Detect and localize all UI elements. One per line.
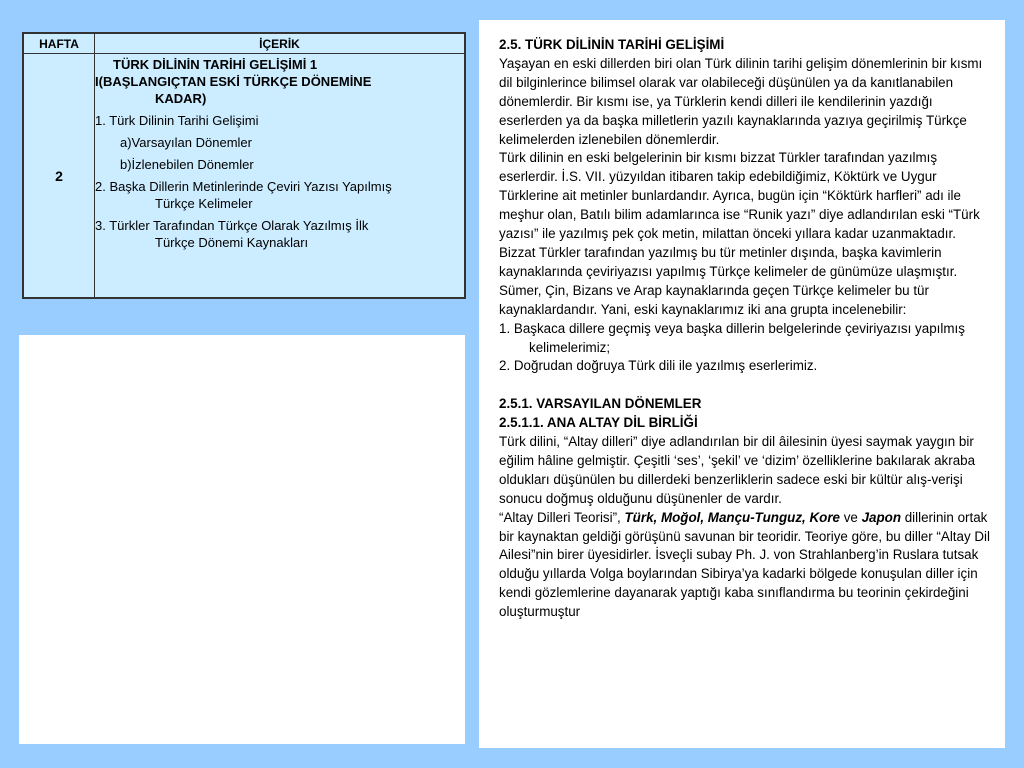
para4-start: “Altay Dilleri Teorisi”, — [499, 509, 625, 525]
content-item-1: 1. Türk Dilinin Tarihi Gelişimi — [95, 113, 259, 128]
article-list-item-2: 2. Doğrudan doğruya Türk dili ile yazılmış eserlerimiz. — [499, 358, 818, 374]
table-row — [24, 54, 465, 298]
content-item-3a: 3. Türkler Tarafından Türkçe Olarak Yazılmış İlk — [95, 218, 369, 233]
article-paragraph-1: Yaşayan en eski dillerden biri olan Türk dilinin tarihi gelişim dönemlerinin bir kısmı dil bilginlerince bilimsel olarak var olabileceği düşünülen ya da kanıtlanabilen dönemlerdir. Bir kısmı ise, ya Türklerin kendi dilleri ile kendilerinin yazdığı eserlerden ya da başka milletlerin yazılı kaynaklarında yazıya geçirilmiş Türkçe kelimelerden izlenebilen dönemlerdir. — [499, 55, 983, 147]
content-item-3 — [95, 217, 464, 251]
article-subheading-1: 2.5.1. VARSAYILAN DÖNEMLER — [499, 396, 702, 412]
syllabus-table — [22, 32, 466, 299]
content-item-3b: Türkçe Dönemi Kaynakları — [155, 235, 309, 250]
week-number: 2 — [24, 54, 95, 298]
content-item-2a: 2. Başka Dillerin Metinlerinde Çeviri Yazısı Yapılmış — [95, 179, 392, 194]
article-panel — [479, 20, 1005, 748]
content-title-2a: I(BAŞLANGIÇTAN ESKİ TÜRKÇE DÖNEMİNE — [95, 74, 372, 89]
content-title-1: TÜRK DİLİNİN TARİHİ GELİŞİMİ 1 — [113, 57, 318, 72]
content-cell — [95, 54, 465, 298]
syllabus-grid — [23, 33, 465, 298]
content-title-2 — [95, 73, 464, 107]
content-item-2 — [95, 178, 464, 212]
article-subheading-2: 2.5.1.1. ANA ALTAY DİL BİRLİĞİ — [499, 415, 698, 431]
content-column-header: İÇERİK — [95, 34, 465, 54]
blank-panel — [19, 335, 465, 744]
para4-languages: Türk, Moğol, Mançu-Tunguz, Kore — [624, 509, 840, 525]
content-title-2b: KADAR) — [155, 91, 207, 106]
article-paragraph-2: Türk dilinin en eski belgelerinin bir kısmı bizzat Türkler tarafından yazılmış eserlerdir. İ.S. VII. yüzyıldan itibaren takip edebildiğimiz, Köktürk ve Uygur Türklerine ait metinler bunlardandır. Ayrıca, bugün için “Köktürk harfleri” adı ile meşhur olan, Batılı bilim adamlarınca ise “Runik yazı” diye adlandırılan eski “Türk yazısı” ile yazılmış pek çok metin, milattan önceki yıllara kadar uzanmaktadır. Bizzat Türkler tarafından yazılmış bu tür metinler dışında, başka kavimlerin kaynaklarında çeviriyazısı yapılmış Türkçe kelimeler de günümüze ulaşmıştır. Sümer, Çin, Bizans ve Arap kaynaklarında geçen Türkçe kelimeler bu tür kaynaklardandır. Yani, eski kaynaklarımız iki ana grupta incelenebilir: — [499, 150, 980, 317]
table-header-row — [24, 34, 465, 54]
para4-japanese: Japon — [861, 509, 902, 525]
article-paragraph-3: Türk dilini, “Altay dilleri” diye adlandırılan bir dil âilesinin üyesi saymak yaygın bir eğilim hâline gelmiştir. Çeşitli ‘ses’, ‘şekil’ ve ‘dizim’ özelliklerine bakılarak akraba oldukları düşünülen bu dillerdeki benzerliklerin sadece eski bir kültür alış-verişi sonucu doğmuş olduğunu düşünenler de vardır. — [499, 434, 976, 506]
content-sub-a: a)Varsayılan Dönemler — [120, 135, 252, 150]
article-paragraph-4 — [499, 509, 991, 622]
paragraph-gap — [499, 376, 991, 395]
content-sub-b: b)İzlenebilen Dönemler — [120, 157, 254, 172]
article-list-item-1: 1. Başkaca dillere geçmiş veya başka dillerin belgelerinde çeviriyazısı yapılmış kelimelerimiz; — [499, 320, 965, 355]
para4-conjunction: ve — [839, 509, 862, 525]
article-heading: 2.5. TÜRK DİLİNİN TARİHİ GELİŞİMİ — [499, 37, 725, 52]
content-item-2b: Türkçe Kelimeler — [155, 196, 253, 211]
para4-end: dillerinin ortak bir kaynaktan geldiği görüşünü savunan bir teoridir. Teoriye göre, bu diller “Altay Dil Ailesi”nin birer üyesidirler. İsveçli subay Ph. J. von Strahlanberg’in Ruslara tutsak olduğu yıllarda Volga boylarından Sibirya’ya kadarki bölgede konuşulan diller için kendi gözlemlerine dayanarak yaptığı kaba sınıflandırma bu teorinin çekirdeğini oluşturmuştur — [499, 509, 991, 620]
week-column-header: HAFTA — [24, 34, 95, 54]
